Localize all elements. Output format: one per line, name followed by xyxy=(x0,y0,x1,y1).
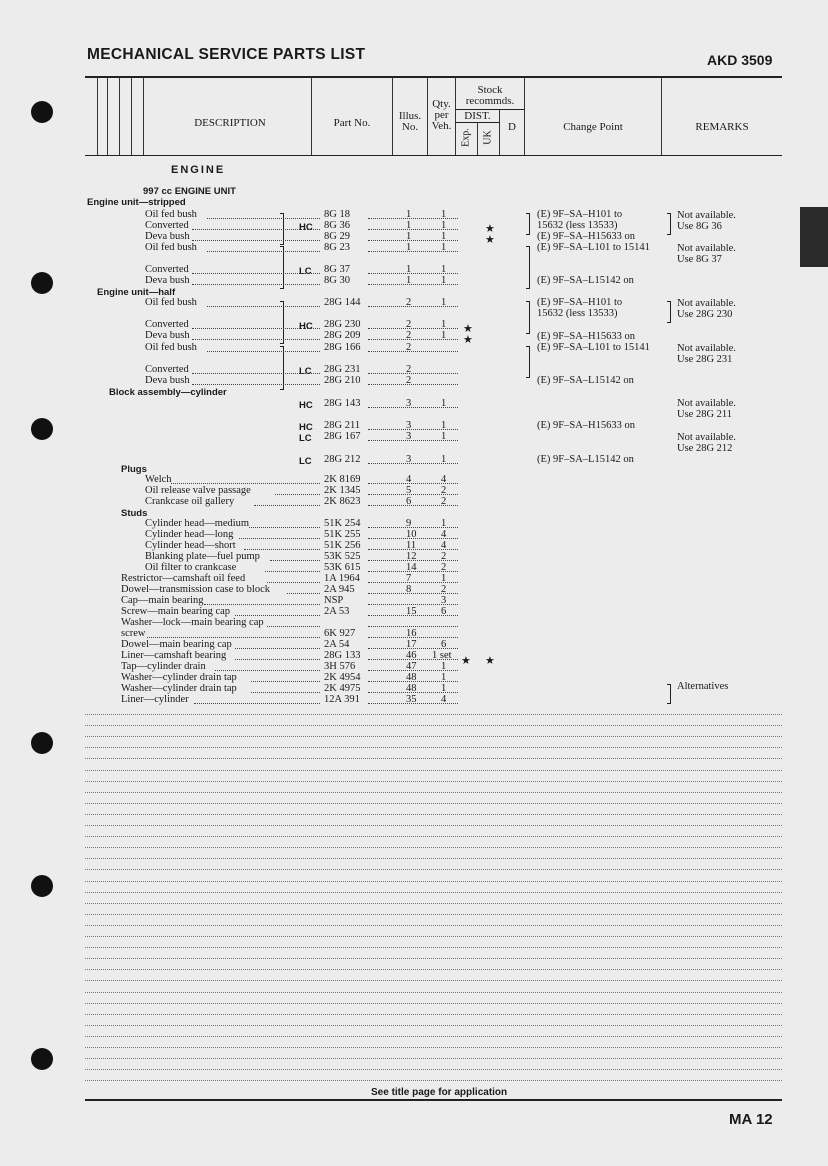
blank-row-rule xyxy=(85,1003,782,1004)
row-illus-no: 17 xyxy=(406,639,417,650)
remark: Not available. xyxy=(677,398,736,409)
hc-code: HC xyxy=(299,422,313,433)
row-part-no: NSP xyxy=(324,595,344,606)
col-d: D xyxy=(508,121,516,133)
row-illus-no: 16 xyxy=(406,628,417,639)
leader-dots xyxy=(204,604,320,605)
change-point: 15632 (less 13533) xyxy=(537,308,618,319)
lc-code: LC xyxy=(299,433,312,444)
row-illus-no: 46 xyxy=(406,650,417,661)
lc-code: LC xyxy=(299,456,312,467)
row-part-no: 8G 29 xyxy=(324,231,350,242)
row-illus-no: 8 xyxy=(406,584,412,595)
row-description: Oil release valve passage xyxy=(145,485,251,496)
row-description: Liner—cylinder xyxy=(121,694,189,705)
star-icon: ★ xyxy=(485,223,495,235)
remarks-bracket xyxy=(667,301,671,323)
blank-row-rule xyxy=(85,958,782,959)
row-description: Washer—cylinder drain tap xyxy=(121,683,237,694)
row-qty: 4 xyxy=(441,540,447,551)
row-qty: 6 xyxy=(441,639,447,650)
leader-dots xyxy=(368,373,458,374)
leader-dots xyxy=(235,659,320,660)
col-change-point: Change Point xyxy=(563,121,623,133)
row-illus-no: 35 xyxy=(406,694,417,705)
section-heading: ENGINE xyxy=(171,164,226,176)
row-description: Oil fed bush xyxy=(145,342,197,353)
row-part-no: 28G 167 xyxy=(324,431,361,442)
row-illus-no: 2 xyxy=(406,342,412,353)
column-divider xyxy=(661,77,662,155)
row-illus-no: 4 xyxy=(406,474,412,485)
row-part-no: 2K 8623 xyxy=(324,496,361,507)
row-illus-no: 2 xyxy=(406,330,412,341)
row-part-no: 2K 4975 xyxy=(324,683,361,694)
col-remarks: REMARKS xyxy=(695,121,749,133)
group-heading: Engine unit—half xyxy=(97,287,176,298)
leader-dots xyxy=(192,284,320,285)
row-description: Converted xyxy=(145,264,189,275)
remark: Not available. xyxy=(677,343,736,354)
group-heading: Block assembly—cylinder xyxy=(109,387,227,398)
leader-dots xyxy=(235,615,320,616)
row-illus-no: 3 xyxy=(406,454,412,465)
column-divider xyxy=(119,77,120,155)
col-uk: UK xyxy=(482,130,494,145)
blank-row-rule xyxy=(85,947,782,948)
binder-hole xyxy=(31,875,53,897)
change-point: (E) 9F–SA–L15142 on xyxy=(537,375,634,386)
remark: Use 28G 231 xyxy=(677,354,733,365)
row-qty: 6 xyxy=(441,606,447,617)
blank-row-rule xyxy=(85,836,782,837)
leader-dots xyxy=(265,571,320,572)
row-illus-no: 1 xyxy=(406,264,412,275)
remark: Not available. xyxy=(677,432,736,443)
blank-row-rule xyxy=(85,825,782,826)
blank-row-rule xyxy=(85,969,782,970)
row-description: Converted xyxy=(145,364,189,375)
row-part-no: 2K 8169 xyxy=(324,474,361,485)
row-part-no: 28G 212 xyxy=(324,454,361,465)
col-stock-2: recommds. xyxy=(465,95,515,107)
row-qty: 1 xyxy=(441,683,447,694)
row-illus-no: 11 xyxy=(406,540,417,551)
leader-dots xyxy=(368,626,458,627)
row-qty: 3 xyxy=(441,595,447,606)
row-qty: 1 xyxy=(441,661,447,672)
row-part-no: 2A 945 xyxy=(324,584,355,595)
row-description: Welch xyxy=(145,474,172,485)
col-qty-1: Qty. xyxy=(432,98,451,110)
row-description: Tap—cylinder drain xyxy=(121,661,206,672)
leader-dots xyxy=(267,626,320,627)
row-qty: 1 xyxy=(441,275,447,286)
leader-dots xyxy=(215,670,320,671)
row-part-no: 2A 53 xyxy=(324,606,350,617)
row-illus-no: 1 xyxy=(406,220,412,231)
row-part-no: 53K 525 xyxy=(324,551,361,562)
leader-dots xyxy=(192,273,320,274)
col-dist: DIST. xyxy=(464,110,491,122)
row-part-no: 28G 166 xyxy=(324,342,361,353)
row-qty: 2 xyxy=(441,485,447,496)
row-part-no: 28G 210 xyxy=(324,375,361,386)
leader-dots xyxy=(235,648,320,649)
blank-row-rule xyxy=(85,992,782,993)
row-illus-no: 1 xyxy=(406,242,412,253)
binder-hole xyxy=(31,732,53,754)
row-qty: 1 xyxy=(441,209,447,220)
row-illus-no: 3 xyxy=(406,431,412,442)
row-description: Deva bush xyxy=(145,231,190,242)
remark: Use 28G 212 xyxy=(677,443,733,454)
col-qty-3: Veh. xyxy=(431,120,452,132)
column-divider xyxy=(311,77,312,155)
leader-dots xyxy=(207,218,320,219)
row-illus-no: 12 xyxy=(406,551,417,562)
binder-hole xyxy=(31,418,53,440)
hc-code: HC xyxy=(299,400,313,411)
lc-code: LC xyxy=(299,366,312,377)
row-description: Cylinder head—long xyxy=(145,529,234,540)
binder-hole xyxy=(31,272,53,294)
row-illus-no: 47 xyxy=(406,661,417,672)
change-point: (E) 9F–SA–H15633 on xyxy=(537,331,636,342)
row-illus-no: 2 xyxy=(406,319,412,330)
row-description: Washer—cylinder drain tap xyxy=(121,672,237,683)
leader-dots xyxy=(368,351,458,352)
subsection-heading: 997 cc ENGINE UNIT xyxy=(143,186,236,197)
row-illus-no: 7 xyxy=(406,573,412,584)
row-description: Screw—main bearing cap xyxy=(121,606,231,617)
leader-dots xyxy=(244,549,320,550)
row-description: Deva bush xyxy=(145,275,190,286)
blank-row-rule xyxy=(85,1047,782,1048)
row-illus-no: 2 xyxy=(406,364,412,375)
row-qty: 1 xyxy=(441,319,447,330)
hc-code: HC xyxy=(299,222,313,233)
row-illus-no: 5 xyxy=(406,485,412,496)
leader-dots xyxy=(270,560,320,561)
change-point: 15632 (less 13533) xyxy=(537,220,618,231)
row-part-no: 2K 4954 xyxy=(324,672,361,683)
row-description: Oil fed bush xyxy=(145,242,197,253)
blank-row-rule xyxy=(85,714,782,715)
leader-dots xyxy=(192,339,320,340)
row-qty: 4 xyxy=(441,474,447,485)
row-illus-no: 2 xyxy=(406,375,412,386)
row-description: Blanking plate—fuel pump xyxy=(145,551,260,562)
row-qty: 1 xyxy=(441,297,447,308)
change-point: (E) 9F–SA–H101 to xyxy=(537,297,623,308)
row-illus-no: 9 xyxy=(406,518,412,529)
row-part-no: 6K 927 xyxy=(324,628,356,639)
row-qty: 1 xyxy=(441,573,447,584)
row-qty: 2 xyxy=(441,496,447,507)
row-part-no: 8G 18 xyxy=(324,209,350,220)
group-bracket xyxy=(280,246,284,289)
row-illus-no: 14 xyxy=(406,562,417,573)
row-part-no: 2K 1345 xyxy=(324,485,361,496)
col-exp: Exp. xyxy=(460,128,472,147)
row-description: Washer—lock—main bearing cap xyxy=(121,617,264,628)
change-point: (E) 9F–SA–L15142 on xyxy=(537,454,634,465)
row-part-no: 28G 211 xyxy=(324,420,361,431)
change-point: (E) 9F–SA–H15633 on xyxy=(537,420,636,431)
blank-row-rule xyxy=(85,803,782,804)
row-part-no: 28G 144 xyxy=(324,297,361,308)
leader-dots xyxy=(267,582,320,583)
lc-code: LC xyxy=(299,266,312,277)
blank-row-rule xyxy=(85,1025,782,1026)
col-illus-2: No. xyxy=(401,121,419,133)
remark: Not available. xyxy=(677,243,736,254)
blank-row-rule xyxy=(85,736,782,737)
change-bracket xyxy=(526,346,530,378)
binder-hole xyxy=(31,101,53,123)
row-part-no: 2A 54 xyxy=(324,639,350,650)
leader-dots xyxy=(249,527,320,528)
row-description: Oil fed bush xyxy=(145,209,197,220)
leader-dots xyxy=(254,505,320,506)
blank-row-rule xyxy=(85,1058,782,1059)
leader-dots xyxy=(275,494,320,495)
row-part-no: 51K 254 xyxy=(324,518,361,529)
remarks-bracket xyxy=(667,684,671,704)
blank-row-rule xyxy=(85,881,782,882)
row-illus-no: 1 xyxy=(406,275,412,286)
row-part-no: 28G 143 xyxy=(324,398,361,409)
group-heading: Engine unit—stripped xyxy=(87,197,186,208)
row-illus-no: 3 xyxy=(406,420,412,431)
blank-row-rule xyxy=(85,925,782,926)
blank-row-rule xyxy=(85,781,782,782)
leader-dots xyxy=(207,306,320,307)
row-description: Dowel—main bearing cap xyxy=(121,639,232,650)
header-rule-bottom xyxy=(85,155,782,156)
group-heading: Studs xyxy=(121,508,148,519)
column-divider xyxy=(524,77,525,155)
row-qty: 4 xyxy=(441,529,447,540)
row-illus-no: 2 xyxy=(406,297,412,308)
leader-dots xyxy=(192,384,320,385)
column-divider xyxy=(97,77,98,155)
row-qty: 1 xyxy=(441,431,447,442)
row-qty: 2 xyxy=(441,562,447,573)
leader-dots xyxy=(192,229,320,230)
blank-row-rule xyxy=(85,814,782,815)
group-bracket xyxy=(280,301,284,344)
row-description: Restrictor—camshaft oil feed xyxy=(121,573,246,584)
row-qty: 1 xyxy=(441,420,447,431)
row-qty: 1 set xyxy=(432,650,452,661)
change-point: (E) 9F–SA–L101 to 15141 xyxy=(537,342,650,353)
leader-dots xyxy=(239,538,320,539)
column-divider xyxy=(477,122,478,155)
row-description: Cylinder head—medium xyxy=(145,518,250,529)
row-part-no: 53K 615 xyxy=(324,562,361,573)
document-code: AKD 3509 xyxy=(707,52,773,68)
leader-dots xyxy=(368,384,458,385)
remark: Not available. xyxy=(677,298,736,309)
blank-row-rule xyxy=(85,792,782,793)
footer-rule xyxy=(85,1099,782,1101)
change-bracket xyxy=(526,213,530,235)
remark: Use 28G 230 xyxy=(677,309,733,320)
document-title: MECHANICAL SERVICE PARTS LIST xyxy=(87,46,366,63)
row-description: Converted xyxy=(145,319,189,330)
leader-dots xyxy=(251,681,320,682)
row-qty: 1 xyxy=(441,220,447,231)
star-icon: ★ xyxy=(485,655,495,667)
row-part-no: 51K 255 xyxy=(324,529,361,540)
leader-dots xyxy=(194,703,320,704)
leader-dots xyxy=(207,251,320,252)
row-description: Dowel—transmission case to block xyxy=(121,584,271,595)
col-stock-1: Stock xyxy=(477,84,503,96)
row-illus-no: 3 xyxy=(406,398,412,409)
hc-code: HC xyxy=(299,321,313,332)
row-qty: 1 xyxy=(441,242,447,253)
column-divider xyxy=(107,77,108,155)
blank-row-rule xyxy=(85,758,782,759)
remark: Use 8G 37 xyxy=(677,254,722,265)
row-part-no: 28G 209 xyxy=(324,330,361,341)
row-description: Cap—main bearing xyxy=(121,595,204,606)
blank-row-rule xyxy=(85,914,782,915)
row-illus-no: 1 xyxy=(406,209,412,220)
row-description: Cylinder head—short xyxy=(145,540,236,551)
leader-dots xyxy=(192,328,320,329)
change-point: (E) 9F–SA–H101 to xyxy=(537,209,623,220)
leader-dots xyxy=(192,240,320,241)
blank-row-rule xyxy=(85,770,782,771)
row-qty: 1 xyxy=(441,398,447,409)
row-part-no: 12A 391 xyxy=(324,694,360,705)
col-part-no: Part No. xyxy=(333,117,371,129)
blank-row-rule xyxy=(85,1014,782,1015)
group-heading: Plugs xyxy=(121,464,147,475)
row-illus-no: 48 xyxy=(406,683,417,694)
row-part-no: 28G 133 xyxy=(324,650,361,661)
remark: Alternatives xyxy=(677,681,729,692)
page-number: MA 12 xyxy=(729,1111,773,1128)
star-icon: ★ xyxy=(461,655,471,667)
row-part-no: 51K 256 xyxy=(324,540,361,551)
row-description: Deva bush xyxy=(145,330,190,341)
star-icon: ★ xyxy=(463,323,473,335)
leader-dots xyxy=(171,483,320,484)
remarks-bracket xyxy=(667,213,671,235)
blank-row-rule xyxy=(85,725,782,726)
blank-row-rule xyxy=(85,980,782,981)
row-qty: 1 xyxy=(441,330,447,341)
change-point: (E) 9F–SA–L101 to 15141 xyxy=(537,242,650,253)
star-icon: ★ xyxy=(485,234,495,246)
column-divider xyxy=(131,77,132,155)
col-qty-2: per xyxy=(434,109,449,121)
row-description: Oil fed bush xyxy=(145,297,197,308)
row-description: Oil filter to crankcase xyxy=(145,562,237,573)
row-qty: 1 xyxy=(441,672,447,683)
row-qty: 1 xyxy=(441,231,447,242)
blank-row-rule xyxy=(85,869,782,870)
row-description: Liner—camshaft bearing xyxy=(121,650,227,661)
change-bracket xyxy=(526,301,530,334)
leader-dots xyxy=(207,351,320,352)
row-qty: 4 xyxy=(441,694,447,705)
row-part-no: 28G 231 xyxy=(324,364,361,375)
star-icon: ★ xyxy=(463,334,473,346)
footer-note: See title page for application xyxy=(371,1087,508,1098)
change-point: (E) 9F–SA–L15142 on xyxy=(537,275,634,286)
col-description: DESCRIPTION xyxy=(194,117,266,129)
leader-dots xyxy=(147,637,320,638)
index-tab xyxy=(800,207,828,267)
col-illus-1: Illus. xyxy=(398,110,422,122)
remark: Use 28G 211 xyxy=(677,409,733,420)
row-qty: 2 xyxy=(441,584,447,595)
blank-row-rule xyxy=(85,1069,782,1070)
row-description: screw xyxy=(121,628,146,639)
row-part-no: 3H 576 xyxy=(324,661,356,672)
row-qty: 1 xyxy=(441,264,447,275)
blank-row-rule xyxy=(85,892,782,893)
change-bracket xyxy=(526,246,530,289)
blank-row-rule xyxy=(85,747,782,748)
row-part-no: 1A 1964 xyxy=(324,573,360,584)
leader-dots xyxy=(287,593,320,594)
row-part-no: 8G 36 xyxy=(324,220,350,231)
blank-row-rule xyxy=(85,1036,782,1037)
row-illus-no: 15 xyxy=(406,606,417,617)
blank-row-rule xyxy=(85,1080,782,1081)
row-description: Converted xyxy=(145,220,189,231)
leader-dots xyxy=(251,692,320,693)
row-illus-no: 6 xyxy=(406,496,412,507)
row-illus-no: 10 xyxy=(406,529,417,540)
row-qty: 2 xyxy=(441,551,447,562)
row-part-no: 8G 30 xyxy=(324,275,350,286)
row-qty: 1 xyxy=(441,518,447,529)
column-divider xyxy=(143,77,144,155)
row-illus-no: 48 xyxy=(406,672,417,683)
blank-row-rule xyxy=(85,903,782,904)
remark: Use 8G 36 xyxy=(677,221,722,232)
row-illus-no: 1 xyxy=(406,231,412,242)
binder-hole xyxy=(31,1048,53,1070)
row-qty: 1 xyxy=(441,454,447,465)
blank-row-rule xyxy=(85,847,782,848)
row-description: Deva bush xyxy=(145,375,190,386)
blank-row-rule xyxy=(85,858,782,859)
row-part-no: 8G 37 xyxy=(324,264,350,275)
row-part-no: 28G 230 xyxy=(324,319,361,330)
change-point: (E) 9F–SA–H15633 on xyxy=(537,231,636,242)
blank-row-rule xyxy=(85,936,782,937)
leader-dots xyxy=(192,373,320,374)
row-description: Crankcase oil gallery xyxy=(145,496,235,507)
row-part-no: 8G 23 xyxy=(324,242,350,253)
remark: Not available. xyxy=(677,210,736,221)
header-rule-top xyxy=(85,76,782,78)
